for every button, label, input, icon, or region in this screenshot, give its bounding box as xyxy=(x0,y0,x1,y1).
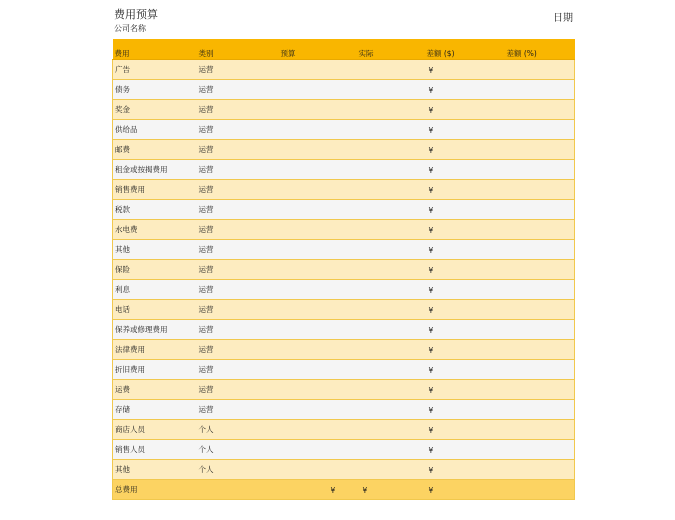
category-cell[interactable]: 运营 xyxy=(198,284,214,294)
budget-cell[interactable] xyxy=(263,319,343,339)
budget-cell[interactable] xyxy=(263,399,343,419)
table-row xyxy=(113,359,575,379)
diff-percent-cell[interactable] xyxy=(495,279,575,299)
expense-cell[interactable]: 其他 xyxy=(115,244,130,254)
category-cell[interactable]: 个人 xyxy=(198,464,214,474)
expense-cell[interactable]: 电话 xyxy=(115,304,130,314)
table-row xyxy=(113,139,575,159)
actual-cell[interactable] xyxy=(343,379,425,399)
table-row xyxy=(113,179,575,199)
diff-amount-cell[interactable] xyxy=(425,239,495,259)
column-header-actual[interactable]: 实际 xyxy=(343,39,425,59)
category-cell[interactable]: 运营 xyxy=(198,84,214,94)
actual-cell[interactable] xyxy=(343,59,425,79)
expense-cell[interactable]: 税款 xyxy=(115,204,130,214)
actual-cell[interactable] xyxy=(343,419,425,439)
category-cell[interactable]: 运营 xyxy=(198,64,214,74)
table-row xyxy=(113,99,575,119)
budget-cell[interactable] xyxy=(263,219,343,239)
diff-amount-cell[interactable] xyxy=(425,359,495,379)
diff-amount-cell[interactable] xyxy=(425,439,495,459)
diff-amount-cell[interactable] xyxy=(425,279,495,299)
diff-currency: ¥ xyxy=(428,325,434,335)
diff-currency: ¥ xyxy=(428,145,434,155)
diff-currency: ¥ xyxy=(428,465,434,475)
expense-cell[interactable]: 奖金 xyxy=(115,104,130,114)
diff-currency: ¥ xyxy=(428,245,434,255)
diff-percent-cell[interactable] xyxy=(495,379,575,399)
total-diff-amount-cell[interactable] xyxy=(425,479,495,499)
category-cell[interactable]: 运营 xyxy=(198,184,214,194)
table-row xyxy=(113,459,575,479)
category-cell[interactable]: 运营 xyxy=(198,124,214,134)
total-diff-currency: ¥ xyxy=(428,485,434,495)
diff-percent-cell[interactable] xyxy=(495,199,575,219)
table-row xyxy=(113,339,575,359)
actual-cell[interactable] xyxy=(343,339,425,359)
diff-amount-cell[interactable] xyxy=(425,219,495,239)
diff-currency: ¥ xyxy=(428,425,434,435)
diff-currency: ¥ xyxy=(428,265,434,275)
actual-cell[interactable] xyxy=(343,319,425,339)
expense-cell[interactable]: 法律费用 xyxy=(115,344,145,354)
category-cell[interactable]: 运营 xyxy=(198,384,214,394)
actual-cell[interactable] xyxy=(343,439,425,459)
actual-cell[interactable] xyxy=(343,299,425,319)
diff-percent-cell[interactable] xyxy=(495,339,575,359)
total-actual-cell[interactable] xyxy=(343,479,425,499)
category-cell[interactable]: 运营 xyxy=(198,104,214,114)
diff-percent-cell[interactable] xyxy=(495,159,575,179)
table-row xyxy=(113,79,575,99)
date-label[interactable]: 日期 xyxy=(553,13,573,24)
expense-cell[interactable]: 存储 xyxy=(115,404,130,414)
diff-percent-cell[interactable] xyxy=(495,239,575,259)
diff-amount-cell[interactable] xyxy=(425,159,495,179)
expense-cell[interactable]: 债务 xyxy=(115,84,130,94)
diff-amount-cell[interactable] xyxy=(425,139,495,159)
actual-cell[interactable] xyxy=(343,259,425,279)
diff-currency: ¥ xyxy=(428,405,434,415)
diff-percent-cell[interactable] xyxy=(495,319,575,339)
diff-amount-cell[interactable] xyxy=(425,319,495,339)
diff-percent-cell[interactable] xyxy=(495,439,575,459)
expense-cell[interactable]: 折旧费用 xyxy=(115,364,145,374)
budget-cell[interactable] xyxy=(263,199,343,219)
budget-cell[interactable] xyxy=(263,179,343,199)
table-row xyxy=(113,439,575,459)
budget-cell[interactable] xyxy=(263,299,343,319)
table-row xyxy=(113,239,575,259)
diff-amount-cell[interactable] xyxy=(425,59,495,79)
actual-cell[interactable] xyxy=(343,139,425,159)
table-row xyxy=(113,259,575,279)
expense-cell[interactable]: 运费 xyxy=(115,384,130,394)
budget-cell[interactable] xyxy=(263,419,343,439)
diff-percent-cell[interactable] xyxy=(495,259,575,279)
budget-cell[interactable] xyxy=(263,159,343,179)
total-diff-percent-cell[interactable] xyxy=(495,479,575,499)
column-header-expense[interactable]: 费用 xyxy=(113,39,197,59)
expense-cell[interactable]: 供给品 xyxy=(115,124,138,134)
diff-percent-cell[interactable] xyxy=(495,459,575,479)
diff-amount-cell[interactable] xyxy=(425,379,495,399)
budget-cell[interactable] xyxy=(263,99,343,119)
category-cell[interactable]: 运营 xyxy=(198,144,214,154)
total-budget-currency: ¥ xyxy=(330,485,336,495)
budget-cell[interactable] xyxy=(263,119,343,139)
category-cell[interactable]: 运营 xyxy=(198,264,214,274)
expense-cell[interactable]: 其他 xyxy=(115,464,130,474)
actual-cell[interactable] xyxy=(343,79,425,99)
diff-percent-cell[interactable] xyxy=(495,299,575,319)
actual-cell[interactable] xyxy=(343,399,425,419)
diff-amount-cell[interactable] xyxy=(425,79,495,99)
actual-cell[interactable] xyxy=(343,459,425,479)
table-row xyxy=(113,59,575,79)
diff-percent-cell[interactable] xyxy=(495,119,575,139)
category-cell[interactable]: 个人 xyxy=(198,444,214,454)
actual-cell[interactable] xyxy=(343,279,425,299)
category-cell[interactable]: 运营 xyxy=(198,404,214,414)
expense-cell[interactable]: 邮费 xyxy=(115,144,130,154)
diff-currency: ¥ xyxy=(428,385,434,395)
total-category-cell[interactable] xyxy=(197,479,263,499)
expense-budget-table xyxy=(112,39,575,500)
table-header-row xyxy=(113,39,575,59)
expense-cell[interactable]: 销售费用 xyxy=(115,184,145,194)
diff-amount-cell[interactable] xyxy=(425,459,495,479)
budget-cell[interactable] xyxy=(263,139,343,159)
table-row xyxy=(113,299,575,319)
diff-percent-cell[interactable] xyxy=(495,399,575,419)
actual-cell[interactable] xyxy=(343,239,425,259)
diff-amount-cell[interactable] xyxy=(425,419,495,439)
diff-percent-cell[interactable] xyxy=(495,79,575,99)
budget-cell[interactable] xyxy=(263,339,343,359)
table-row xyxy=(113,219,575,239)
expense-cell[interactable]: 销售人员 xyxy=(115,444,145,454)
diff-currency: ¥ xyxy=(428,445,434,455)
category-cell[interactable]: 运营 xyxy=(198,364,214,374)
diff-percent-cell[interactable] xyxy=(495,419,575,439)
expense-cell[interactable]: 租金或按揭费用 xyxy=(115,164,168,174)
actual-cell[interactable] xyxy=(343,159,425,179)
budget-cell[interactable] xyxy=(263,79,343,99)
diff-amount-cell[interactable] xyxy=(425,259,495,279)
diff-percent-cell[interactable] xyxy=(495,99,575,119)
page-title: 费用预算 xyxy=(114,8,158,21)
category-cell[interactable]: 运营 xyxy=(198,304,214,314)
diff-percent-cell[interactable] xyxy=(495,59,575,79)
total-actual-currency: ¥ xyxy=(362,485,368,495)
total-label: 总费用 xyxy=(115,484,138,494)
diff-amount-cell[interactable] xyxy=(425,339,495,359)
budget-cell[interactable] xyxy=(263,279,343,299)
column-header-budget[interactable]: 预算 xyxy=(263,39,343,59)
diff-amount-cell[interactable] xyxy=(425,199,495,219)
diff-percent-cell[interactable] xyxy=(495,179,575,199)
diff-currency: ¥ xyxy=(428,305,434,315)
actual-cell[interactable] xyxy=(343,359,425,379)
diff-amount-cell[interactable] xyxy=(425,99,495,119)
category-cell[interactable]: 运营 xyxy=(198,204,214,214)
diff-currency: ¥ xyxy=(428,345,434,355)
category-cell[interactable]: 运营 xyxy=(198,224,214,234)
diff-percent-cell[interactable] xyxy=(495,139,575,159)
diff-currency: ¥ xyxy=(428,365,434,375)
diff-currency: ¥ xyxy=(428,225,434,235)
category-cell[interactable]: 运营 xyxy=(198,324,214,334)
budget-cell[interactable] xyxy=(263,239,343,259)
table-row xyxy=(113,379,575,399)
category-cell[interactable]: 运营 xyxy=(198,164,214,174)
diff-currency: ¥ xyxy=(428,205,434,215)
column-header-diff-amount[interactable]: 差额 ($) xyxy=(425,39,495,59)
table-row xyxy=(113,119,575,139)
budget-cell[interactable] xyxy=(263,439,343,459)
budget-cell[interactable] xyxy=(263,59,343,79)
category-cell[interactable]: 运营 xyxy=(198,244,214,254)
table-row xyxy=(113,319,575,339)
category-cell[interactable]: 个人 xyxy=(198,424,214,434)
table-row xyxy=(113,419,575,439)
diff-amount-cell[interactable] xyxy=(425,299,495,319)
actual-cell[interactable] xyxy=(343,179,425,199)
expense-cell[interactable]: 利息 xyxy=(115,284,130,294)
diff-amount-cell[interactable] xyxy=(425,399,495,419)
diff-amount-cell[interactable] xyxy=(425,179,495,199)
category-cell[interactable]: 运营 xyxy=(198,344,214,354)
column-header-diff-percent[interactable]: 差额 (%) xyxy=(495,39,575,59)
budget-cell[interactable] xyxy=(263,379,343,399)
table-row xyxy=(113,279,575,299)
diff-currency: ¥ xyxy=(428,285,434,295)
column-header-category[interactable]: 类别 xyxy=(197,39,263,59)
diff-currency: ¥ xyxy=(428,165,434,175)
diff-currency: ¥ xyxy=(428,185,434,195)
diff-currency: ¥ xyxy=(428,125,434,135)
total-budget-cell[interactable] xyxy=(263,479,343,499)
company-name[interactable]: 公司名称 xyxy=(114,24,146,33)
total-row xyxy=(113,479,575,499)
actual-cell[interactable] xyxy=(343,219,425,239)
diff-percent-cell[interactable] xyxy=(495,359,575,379)
expense-cell[interactable]: 商店人员 xyxy=(115,424,145,434)
expense-cell[interactable]: 保养或修理费用 xyxy=(115,324,168,334)
budget-cell[interactable] xyxy=(263,459,343,479)
actual-cell[interactable] xyxy=(343,199,425,219)
diff-percent-cell[interactable] xyxy=(495,219,575,239)
diff-amount-cell[interactable] xyxy=(425,119,495,139)
diff-currency: ¥ xyxy=(428,105,434,115)
expense-cell[interactable]: 广告 xyxy=(115,64,130,74)
table-row xyxy=(113,399,575,419)
diff-currency: ¥ xyxy=(428,85,434,95)
actual-cell[interactable] xyxy=(343,119,425,139)
table-row xyxy=(113,199,575,219)
budget-cell[interactable] xyxy=(263,259,343,279)
table-row xyxy=(113,159,575,179)
expense-cell[interactable]: 保险 xyxy=(115,264,130,274)
actual-cell[interactable] xyxy=(343,99,425,119)
diff-currency: ¥ xyxy=(428,65,434,75)
expense-cell[interactable]: 水电费 xyxy=(115,224,138,234)
budget-cell[interactable] xyxy=(263,359,343,379)
